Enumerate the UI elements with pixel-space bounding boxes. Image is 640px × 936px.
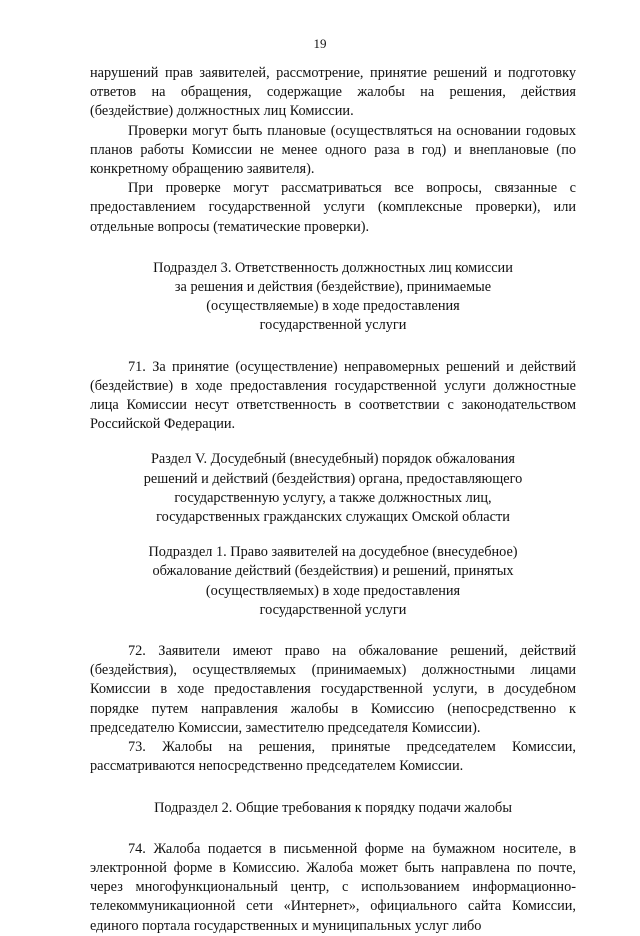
heading-line: Подраздел 2. Общие требования к порядку подачи жалобы	[154, 799, 512, 816]
heading-line: (осуществляемые) в ходе предоставления	[206, 298, 460, 315]
heading-line: Подраздел 1. Право заявителей на досудебное (внесудебное)	[148, 544, 518, 561]
heading-line: государственных гражданских служащих Омской области	[156, 509, 510, 526]
heading-line: Раздел V. Досудебный (внесудебный) порядок обжалования	[150, 451, 516, 468]
paragraph-73: 73. Жалобы на решения, принятые председателем Комиссии, рассматриваются непосредственно председателем Комиссии.	[90, 739, 576, 775]
subsection-1-heading	[90, 543, 576, 620]
section-5-heading	[90, 450, 576, 527]
document-body	[90, 64, 576, 936]
subsection-2-heading	[90, 799, 576, 818]
page-number: 19	[313, 36, 327, 51]
paragraph-74: 74. Жалоба подается в письменной форме на бумажном носителе, в электронной форме в Комиссию. Жалоба может быть направлена по почте, через многофункциональный центр, с использованием информационно-телекоммуникационной сети «Интернет», официального сайта Комиссии, единого портала государственных и муниципальных услуг либо	[90, 840, 576, 934]
heading-line: государственной услуги	[259, 601, 407, 618]
paragraph-72: 72. Заявители имеют право на обжалование решений, действий (бездействия), осуществляемых (принимаемых) должностными лицами Комиссии в ходе предоставления государственной услуги, в досудебном порядке путем направления жалобы в Комиссию (непосредственно к председателю Комиссии, заместителю председателя Комиссии).	[90, 643, 576, 736]
heading-line: Подраздел 3. Ответственность должностных лиц комиссии	[153, 259, 513, 276]
heading-line: решений и действий (бездействия) органа, предоставляющего	[143, 470, 523, 487]
subsection-3-heading	[90, 259, 576, 336]
paragraph-inspections: Проверки могут быть плановые (осуществляться на основании годовых планов работы Комиссии не менее одного раза в год) и внеплановые (по конкретному обращению заявителя).	[90, 122, 576, 178]
heading-line: за решения и действия (бездействие), принимаемые	[174, 279, 492, 296]
heading-line: (осуществляемых) в ходе предоставления	[205, 582, 461, 599]
paragraph-inspection-scope: При проверке могут рассматриваться все вопросы, связанные с предоставлением государственной услуги (комплексные проверки), или отдельные вопросы (тематические проверки).	[90, 180, 576, 235]
heading-line: обжалование действий (бездействия) и решений, принятых	[152, 563, 514, 580]
heading-line: государственной услуги	[259, 317, 407, 334]
paragraph-71: 71. За принятие (осуществление) неправомерных решений и действий (бездействие) в ходе предоставления государственной услуги должностные лица Комиссии несут ответственность в соответствии с законодательством Российской Федерации.	[90, 358, 576, 433]
heading-line: государственную услугу, а также должностных лиц,	[174, 489, 492, 506]
paragraph-continuation: нарушений прав заявителей, рассмотрение, принятие решений и подготовку ответов на обращения, содержащие жалобы на решения, действия (бездействие) должностных лиц Комиссии.	[90, 65, 576, 120]
